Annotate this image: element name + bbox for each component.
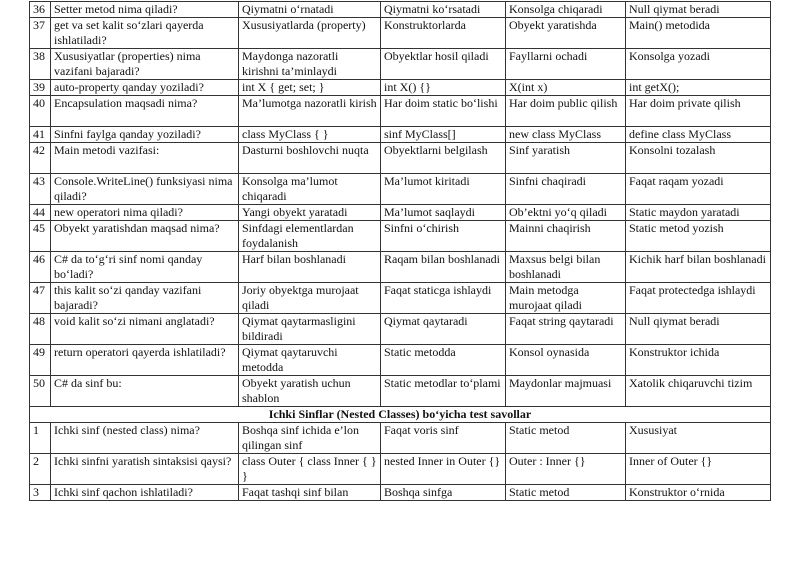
question-text: C# da to‘g‘ri sinf nomi qanday bo‘ladi?	[51, 252, 239, 283]
answer-option-c: Fayllarni ochadi	[506, 49, 626, 80]
question-number: 3	[30, 485, 51, 501]
answer-option-a: Sinfdagi elementlardan foydalanish	[239, 221, 381, 252]
table-row	[30, 80, 771, 96]
question-text: auto-property qanday yoziladi?	[51, 80, 239, 96]
table-row	[30, 345, 771, 376]
answer-option-d: Kichik harf bilan boshlanadi	[626, 252, 771, 283]
quiz-table	[29, 1, 771, 501]
table-row	[30, 18, 771, 49]
answer-option-b: Obyektlarni belgilash	[381, 143, 506, 174]
answer-option-c: Main metodga murojaat qiladi	[506, 283, 626, 314]
section-heading-row	[30, 407, 771, 423]
answer-option-a: Konsolga ma’lumot chiqaradi	[239, 174, 381, 205]
answer-option-b: Qiymat qaytaradi	[381, 314, 506, 345]
table-row	[30, 252, 771, 283]
question-text: Obyekt yaratishdan maqsad nima?	[51, 221, 239, 252]
answer-option-b: Static metodlar to‘plami	[381, 376, 506, 407]
answer-option-a: Qiymatni o‘rnatadi	[239, 2, 381, 18]
answer-option-a: Dasturni boshlovchi nuqta	[239, 143, 381, 174]
answer-option-c: Mainni chaqirish	[506, 221, 626, 252]
answer-option-c: Konsolga chiqaradi	[506, 2, 626, 18]
question-text: C# da sinf bu:	[51, 376, 239, 407]
answer-option-b: Obyektlar hosil qiladi	[381, 49, 506, 80]
section-title: Ichki Sinflar (Nested Classes) bo‘yicha test savollar	[30, 407, 771, 423]
question-text: Ichki sinf qachon ishlatiladi?	[51, 485, 239, 501]
answer-option-c: Maydonlar majmuasi	[506, 376, 626, 407]
answer-option-c: Static metod	[506, 423, 626, 454]
question-text: Main metodi vazifasi:	[51, 143, 239, 174]
answer-option-b: Boshqa sinfga	[381, 485, 506, 501]
answer-option-b: Ma’lumot saqlaydi	[381, 205, 506, 221]
answer-option-d: Konsolga yozadi	[626, 49, 771, 80]
answer-option-d: Faqat raqam yozadi	[626, 174, 771, 205]
answer-option-a: Faqat tashqi sinf bilan	[239, 485, 381, 501]
answer-option-d: Xatolik chiqaruvchi tizim	[626, 376, 771, 407]
answer-option-d: Konstruktor o‘rnida	[626, 485, 771, 501]
question-text: new operatori nima qiladi?	[51, 205, 239, 221]
table-row	[30, 376, 771, 407]
answer-option-c: Sinfni chaqiradi	[506, 174, 626, 205]
answer-option-b: Konstruktorlarda	[381, 18, 506, 49]
answer-option-a: Yangi obyekt yaratadi	[239, 205, 381, 221]
question-number: 2	[30, 454, 51, 485]
table-row	[30, 283, 771, 314]
answer-option-c: Maxsus belgi bilan boshlanadi	[506, 252, 626, 283]
answer-option-c: new class MyClass	[506, 127, 626, 143]
answer-option-c: Har doim public qilish	[506, 96, 626, 127]
question-number: 37	[30, 18, 51, 49]
question-text: Ichki sinfni yaratish sintaksisi qaysi?	[51, 454, 239, 485]
question-number: 42	[30, 143, 51, 174]
answer-option-d: Konsolni tozalash	[626, 143, 771, 174]
table-row	[30, 454, 771, 485]
question-number: 36	[30, 2, 51, 18]
question-text: this kalit so‘zi qanday vazifani bajaradi?	[51, 283, 239, 314]
table-row	[30, 49, 771, 80]
table-row	[30, 205, 771, 221]
answer-option-c: Obyekt yaratishda	[506, 18, 626, 49]
question-text: Sinfni faylga qanday yoziladi?	[51, 127, 239, 143]
question-number: 47	[30, 283, 51, 314]
question-number: 40	[30, 96, 51, 127]
answer-option-a: Joriy obyektga murojaat qiladi	[239, 283, 381, 314]
answer-option-c: Ob’ektni yo‘q qiladi	[506, 205, 626, 221]
answer-option-a: Qiymat qaytaruvchi metodda	[239, 345, 381, 376]
answer-option-b: Faqat staticga ishlaydi	[381, 283, 506, 314]
answer-option-b: Har doim static bo‘lishi	[381, 96, 506, 127]
answer-option-d: define class MyClass	[626, 127, 771, 143]
answer-option-d: Xususiyat	[626, 423, 771, 454]
answer-option-b: Raqam bilan boshlanadi	[381, 252, 506, 283]
answer-option-a: class MyClass { }	[239, 127, 381, 143]
question-text: Ichki sinf (nested class) nima?	[51, 423, 239, 454]
answer-option-b: Ma’lumot kiritadi	[381, 174, 506, 205]
answer-option-d: Konstruktor ichida	[626, 345, 771, 376]
answer-option-a: Qiymat qaytarmasligini bildiradi	[239, 314, 381, 345]
answer-option-a: Maydonga nazoratli kirishni ta’minlaydi	[239, 49, 381, 80]
question-text: get va set kalit so‘zlari qayerda ishlatiladi?	[51, 18, 239, 49]
answer-option-c: Static metod	[506, 485, 626, 501]
table-row	[30, 485, 771, 501]
answer-option-d: Null qiymat beradi	[626, 2, 771, 18]
question-text: Setter metod nima qiladi?	[51, 2, 239, 18]
answer-option-a: Boshqa sinf ichida e’lon qilingan sinf	[239, 423, 381, 454]
answer-option-b: nested Inner in Outer {}	[381, 454, 506, 485]
question-number: 43	[30, 174, 51, 205]
answer-option-c: X(int x)	[506, 80, 626, 96]
answer-option-d: Static maydon yaratadi	[626, 205, 771, 221]
table-row	[30, 423, 771, 454]
answer-option-d: int getX();	[626, 80, 771, 96]
answer-option-b: Static metodda	[381, 345, 506, 376]
question-number: 46	[30, 252, 51, 283]
question-number: 38	[30, 49, 51, 80]
table-row	[30, 143, 771, 174]
answer-option-b: sinf MyClass[]	[381, 127, 506, 143]
answer-option-c: Outer : Inner {}	[506, 454, 626, 485]
question-number: 44	[30, 205, 51, 221]
question-number: 49	[30, 345, 51, 376]
answer-option-a: Obyekt yaratish uchun shablon	[239, 376, 381, 407]
table-row	[30, 127, 771, 143]
table-row	[30, 314, 771, 345]
table-row	[30, 221, 771, 252]
question-number: 39	[30, 80, 51, 96]
answer-option-d: Static metod yozish	[626, 221, 771, 252]
answer-option-a: Xususiyatlarda (property)	[239, 18, 381, 49]
answer-option-d: Inner of Outer {}	[626, 454, 771, 485]
answer-option-c: Sinf yaratish	[506, 143, 626, 174]
question-text: Encapsulation maqsadi nima?	[51, 96, 239, 127]
question-number: 45	[30, 221, 51, 252]
question-number: 50	[30, 376, 51, 407]
answer-option-c: Faqat string qaytaradi	[506, 314, 626, 345]
question-text: Console.WriteLine() funksiyasi nima qiladi?	[51, 174, 239, 205]
answer-option-a: Ma’lumotga nazoratli kirish	[239, 96, 381, 127]
table-row	[30, 2, 771, 18]
answer-option-a: class Outer { class Inner { } }	[239, 454, 381, 485]
answer-option-a: Harf bilan boshlanadi	[239, 252, 381, 283]
question-number: 41	[30, 127, 51, 143]
question-text: void kalit so‘zi nimani anglatadi?	[51, 314, 239, 345]
table-row	[30, 174, 771, 205]
question-text: return operatori qayerda ishlatiladi?	[51, 345, 239, 376]
answer-option-d: Main() metodida	[626, 18, 771, 49]
answer-option-b: int X() {}	[381, 80, 506, 96]
answer-option-b: Qiymatni ko‘rsatadi	[381, 2, 506, 18]
answer-option-d: Null qiymat beradi	[626, 314, 771, 345]
answer-option-b: Faqat voris sinf	[381, 423, 506, 454]
answer-option-d: Faqat protectedga ishlaydi	[626, 283, 771, 314]
answer-option-a: int X { get; set; }	[239, 80, 381, 96]
answer-option-c: Konsol oynasida	[506, 345, 626, 376]
table-row	[30, 96, 771, 127]
answer-option-b: Sinfni o‘chirish	[381, 221, 506, 252]
question-number: 48	[30, 314, 51, 345]
question-number: 1	[30, 423, 51, 454]
answer-option-d: Har doim private qilish	[626, 96, 771, 127]
question-text: Xususiyatlar (properties) nima vazifani bajaradi?	[51, 49, 239, 80]
